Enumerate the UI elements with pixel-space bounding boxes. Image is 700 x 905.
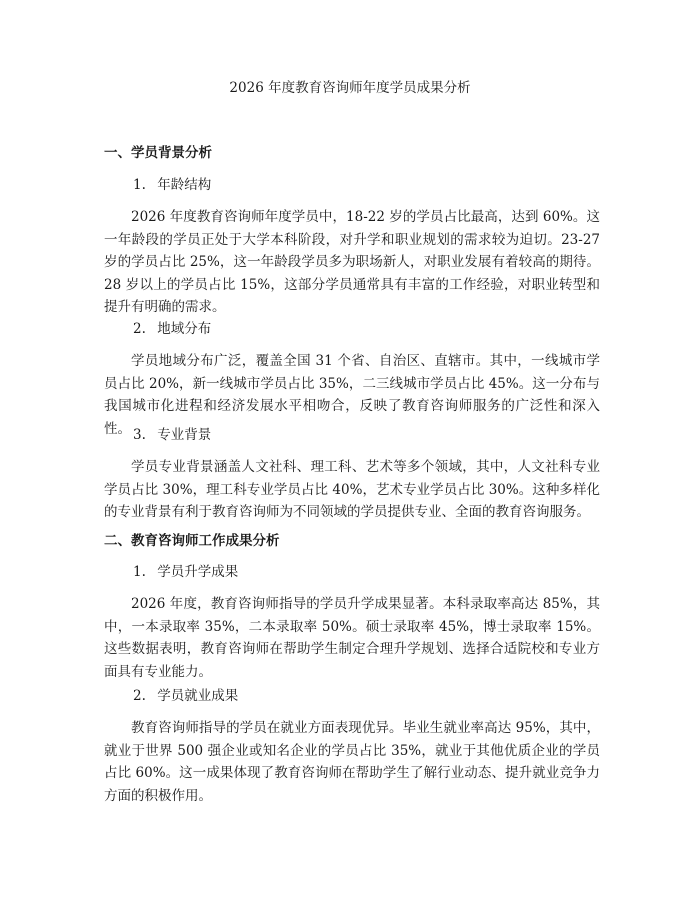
subsection-heading-employment bbox=[133, 686, 238, 706]
subsection-number: 1. bbox=[133, 564, 146, 580]
subsection-number: 2. bbox=[133, 688, 146, 704]
paragraph-employment-results: 教育咨询师指导的学员在就业方面表现优异。毕业生就业率高达 95%，其中，就业于世界 500 强企业或知名企业的学员占比 35%，就业于其他优质企业的学员占比 60%。这一成果体现了教育咨询师在帮助学生了解行业动态、提升就业竞争力方面的积极作用。 bbox=[104, 720, 600, 804]
subsection-heading-age bbox=[133, 175, 211, 195]
section-heading-results: 二、教育咨询师工作成果分析 bbox=[104, 533, 280, 549]
subsection-heading-major bbox=[133, 425, 211, 445]
subsection-number: 1. bbox=[133, 177, 146, 193]
paragraph-age-structure: 2026 年度教育咨询师年度学员中，18-22 岁的学员占比最高，达到 60%。这一年龄段的学员正处于大学本科阶段，对升学和职业规划的需求较为迫切。23-27 岁的学员占比 25%，这一年龄段学员多为职场新人，对职业发展有着较高的期待。28 岁以上的学员占比 15%，这部分学员通常具有丰富的工作经验，对职业转型和提升有明确的需求。 bbox=[104, 209, 600, 315]
subsection-title: 地域分布 bbox=[157, 321, 212, 337]
subsection-number: 2. bbox=[133, 321, 146, 337]
subsection-title: 年龄结构 bbox=[157, 177, 212, 193]
paragraph-region-distribution: 学员地域分布广泛，覆盖全国 31 个省、自治区、直辖市。其中，一线城市学员占比 20%，新一线城市学员占比 35%，二三线城市学员占比 45%。这一分布与我国城市化进程和经济发展水平相吻合，反映了教育咨询师服务的广泛性和深入性。 bbox=[104, 353, 600, 437]
paragraph-admission-results: 2026 年度，教育咨询师指导的学员升学成果显著。本科录取率高达 85%，其中，一本录取率 35%，二本录取率 50%。硕士录取率 45%，博士录取率 15%。这些数据表明，教育咨询师在帮助学生制定合理升学规划、选择合适院校和专业方面具有专业能力。 bbox=[104, 596, 600, 680]
subsection-number: 3. bbox=[133, 427, 146, 443]
subsection-heading-region bbox=[133, 319, 211, 339]
subsection-title: 专业背景 bbox=[157, 427, 212, 443]
document-title: 2026 年度教育咨询师年度学员成果分析 bbox=[229, 80, 471, 96]
section-heading-background: 一、学员背景分析 bbox=[104, 145, 212, 161]
subsection-title: 学员就业成果 bbox=[157, 688, 239, 704]
paragraph-major-background: 学员专业背景涵盖人文社科、理工科、艺术等多个领域，其中，人文社科专业学员占比 30%，理工科专业学员占比 40%，艺术专业学员占比 30%。这种多样化的专业背景有利于教育咨询师为不同领域的学员提供专业、全面的教育咨询服务。 bbox=[104, 459, 600, 520]
subsection-title: 学员升学成果 bbox=[157, 564, 239, 580]
subsection-heading-admission bbox=[133, 562, 238, 582]
